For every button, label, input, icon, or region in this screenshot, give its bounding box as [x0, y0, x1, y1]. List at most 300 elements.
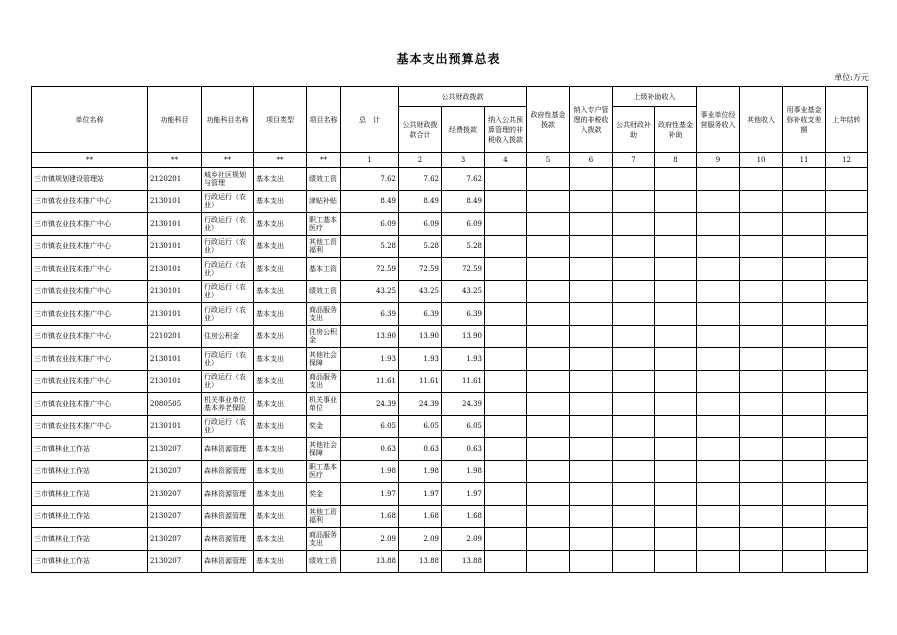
empty-cell [783, 438, 826, 461]
index-cell: ** [148, 153, 202, 168]
empty-cell [740, 280, 783, 303]
empty-cell [740, 550, 783, 573]
cell-pf-funds: 43.25 [442, 280, 485, 303]
empty-cell [570, 303, 613, 326]
cell-proj-type: 基本支出 [254, 280, 307, 303]
cell-total: 1.97 [341, 483, 399, 506]
header-sup-public: 公共财政补助 [613, 107, 655, 153]
cell-unit-name: 三市镇林业工作站 [32, 460, 148, 483]
cell-proj-name: 绩效工资 [307, 280, 341, 303]
cell-proj-name: 奖金 [307, 415, 341, 438]
cell-pf-funds: 6.09 [442, 213, 485, 236]
empty-cell [826, 370, 868, 393]
empty-cell [783, 190, 826, 213]
index-row [32, 153, 868, 168]
cell-total: 13.90 [341, 325, 399, 348]
empty-cell [697, 348, 740, 371]
cell-func-code: 2130207 [148, 550, 202, 573]
empty-cell [570, 460, 613, 483]
empty-cell [740, 235, 783, 258]
empty-cell [655, 168, 697, 191]
empty-cell [485, 303, 527, 326]
empty-cell [613, 303, 655, 326]
empty-cell [783, 460, 826, 483]
cell-func-code: 2120201 [148, 168, 202, 191]
cell-func-code: 2130101 [148, 303, 202, 326]
cell-func-code: 2130207 [148, 528, 202, 551]
empty-cell [655, 550, 697, 573]
empty-cell [697, 483, 740, 506]
cell-total: 13.88 [341, 550, 399, 573]
header-public-fiscal: 公共财政拨款 [399, 87, 527, 107]
cell-proj-name: 其他工资福利 [307, 505, 341, 528]
cell-func-code: 2130207 [148, 460, 202, 483]
empty-cell [783, 280, 826, 303]
index-cell: ** [307, 153, 341, 168]
cell-proj-type: 基本支出 [254, 528, 307, 551]
empty-cell [613, 348, 655, 371]
cell-func-name: 森林资源管理 [202, 505, 254, 528]
cell-pf-funds: 1.97 [442, 483, 485, 506]
cell-func-name: 行政运行（农业） [202, 280, 254, 303]
budget-table [31, 86, 868, 573]
cell-proj-name: 基本工资 [307, 258, 341, 281]
empty-cell [783, 348, 826, 371]
cell-func-name: 行政运行（农业） [202, 415, 254, 438]
cell-func-code: 2130207 [148, 505, 202, 528]
empty-cell [697, 235, 740, 258]
empty-cell [570, 505, 613, 528]
cell-proj-type: 基本支出 [254, 370, 307, 393]
empty-cell [613, 280, 655, 303]
empty-cell [697, 370, 740, 393]
cell-func-name: 行政运行（农业） [202, 370, 254, 393]
cell-total: 72.59 [341, 258, 399, 281]
empty-cell [655, 258, 697, 281]
index-cell: 2 [399, 153, 442, 168]
empty-cell [826, 415, 868, 438]
empty-cell [740, 348, 783, 371]
cell-total: 6.09 [341, 213, 399, 236]
cell-func-code: 2130101 [148, 415, 202, 438]
header-total: 总 计 [341, 87, 399, 153]
cell-pf-funds: 13.88 [442, 550, 485, 573]
empty-cell [826, 438, 868, 461]
empty-cell [527, 483, 570, 506]
cell-func-code: 2130101 [148, 213, 202, 236]
cell-pf-funds: 1.93 [442, 348, 485, 371]
cell-proj-type: 基本支出 [254, 393, 307, 416]
table-row [32, 280, 868, 303]
empty-cell [783, 550, 826, 573]
empty-cell [697, 303, 740, 326]
empty-cell [613, 325, 655, 348]
header-special-nontax: 纳入专户管理的非税收入拨款 [570, 87, 613, 153]
empty-cell [655, 483, 697, 506]
empty-cell [570, 168, 613, 191]
empty-cell [485, 483, 527, 506]
table-row [32, 325, 868, 348]
cell-pf-funds: 6.39 [442, 303, 485, 326]
cell-unit-name: 三市镇农业技术推广中心 [32, 348, 148, 371]
empty-cell [613, 505, 655, 528]
cell-pf-total: 1.98 [399, 460, 442, 483]
empty-cell [655, 213, 697, 236]
cell-pf-funds: 1.68 [442, 505, 485, 528]
empty-cell [740, 190, 783, 213]
cell-func-name: 森林资源管理 [202, 528, 254, 551]
empty-cell [783, 505, 826, 528]
empty-cell [826, 325, 868, 348]
cell-unit-name: 三市镇农业技术推广中心 [32, 258, 148, 281]
empty-cell [697, 325, 740, 348]
cell-unit-name: 三市镇农业技术推广中心 [32, 235, 148, 258]
cell-func-code: 2130101 [148, 280, 202, 303]
empty-cell [613, 438, 655, 461]
cell-pf-total: 0.63 [399, 438, 442, 461]
empty-cell [655, 528, 697, 551]
cell-proj-type: 基本支出 [254, 438, 307, 461]
empty-cell [527, 460, 570, 483]
cell-pf-total: 13.88 [399, 550, 442, 573]
index-cell: 9 [697, 153, 740, 168]
index-cell: 3 [442, 153, 485, 168]
empty-cell [826, 168, 868, 191]
cell-proj-name: 其他社会保障 [307, 348, 341, 371]
cell-pf-funds: 0.63 [442, 438, 485, 461]
empty-cell [740, 325, 783, 348]
empty-cell [570, 528, 613, 551]
empty-cell [485, 393, 527, 416]
cell-proj-name: 其他社会保障 [307, 438, 341, 461]
empty-cell [697, 550, 740, 573]
empty-cell [485, 280, 527, 303]
cell-pf-total: 5.28 [399, 235, 442, 258]
header-proj-name: 项目名称 [307, 87, 341, 153]
cell-func-code: 2130101 [148, 370, 202, 393]
cell-func-code: 2130207 [148, 483, 202, 506]
empty-cell [740, 213, 783, 236]
cell-total: 6.05 [341, 415, 399, 438]
empty-cell [613, 213, 655, 236]
empty-cell [485, 258, 527, 281]
table-row [32, 303, 868, 326]
empty-cell [485, 438, 527, 461]
empty-cell [655, 393, 697, 416]
cell-pf-total: 13.90 [399, 325, 442, 348]
cell-func-name: 行政运行（农业） [202, 213, 254, 236]
cell-pf-funds: 1.98 [442, 460, 485, 483]
cell-func-name: 城乡社区规划与管理 [202, 168, 254, 191]
cell-proj-name: 绩效工资 [307, 550, 341, 573]
cell-proj-type: 基本支出 [254, 325, 307, 348]
table-row [32, 438, 868, 461]
empty-cell [826, 190, 868, 213]
empty-cell [783, 235, 826, 258]
cell-total: 43.25 [341, 280, 399, 303]
empty-cell [485, 348, 527, 371]
empty-cell [527, 258, 570, 281]
cell-proj-type: 基本支出 [254, 415, 307, 438]
cell-proj-name: 商品服务支出 [307, 528, 341, 551]
header-sup-gov: 政府性基金补助 [655, 107, 697, 153]
empty-cell [570, 258, 613, 281]
empty-cell [570, 438, 613, 461]
cell-pf-funds: 6.05 [442, 415, 485, 438]
cell-unit-name: 三市镇林业工作站 [32, 438, 148, 461]
cell-func-code: 2130101 [148, 258, 202, 281]
header-gov-fund: 政府性基金拨款 [527, 87, 570, 153]
cell-proj-type: 基本支出 [254, 483, 307, 506]
cell-unit-name: 三市镇农业技术推广中心 [32, 415, 148, 438]
index-cell: 8 [655, 153, 697, 168]
cell-pf-total: 6.39 [399, 303, 442, 326]
empty-cell [697, 438, 740, 461]
index-cell: ** [202, 153, 254, 168]
empty-cell [527, 348, 570, 371]
empty-cell [783, 528, 826, 551]
empty-cell [783, 325, 826, 348]
empty-cell [655, 370, 697, 393]
empty-cell [527, 370, 570, 393]
cell-proj-name: 绩效工资 [307, 168, 341, 191]
cell-func-name: 住房公积金 [202, 325, 254, 348]
empty-cell [783, 415, 826, 438]
cell-func-name: 行政运行（农业） [202, 348, 254, 371]
empty-cell [485, 528, 527, 551]
cell-func-name: 机关事业单位基本养老保险 [202, 393, 254, 416]
empty-cell [485, 415, 527, 438]
table-body [32, 168, 868, 573]
cell-proj-type: 基本支出 [254, 258, 307, 281]
empty-cell [485, 190, 527, 213]
empty-cell [570, 190, 613, 213]
cell-func-code: 2130101 [148, 190, 202, 213]
empty-cell [655, 303, 697, 326]
cell-pf-total: 43.25 [399, 280, 442, 303]
cell-total: 2.09 [341, 528, 399, 551]
empty-cell [826, 280, 868, 303]
empty-cell [826, 460, 868, 483]
cell-proj-type: 基本支出 [254, 303, 307, 326]
cell-unit-name: 三市镇林业工作站 [32, 550, 148, 573]
empty-cell [485, 460, 527, 483]
empty-cell [527, 280, 570, 303]
cell-func-name: 行政运行（农业） [202, 235, 254, 258]
empty-cell [740, 258, 783, 281]
empty-cell [740, 370, 783, 393]
empty-cell [697, 190, 740, 213]
empty-cell [826, 505, 868, 528]
index-cell: 12 [826, 153, 868, 168]
cell-proj-name: 商品服务支出 [307, 303, 341, 326]
empty-cell [783, 393, 826, 416]
empty-cell [783, 213, 826, 236]
cell-unit-name: 三市镇农业技术推广中心 [32, 393, 148, 416]
table-row [32, 190, 868, 213]
empty-cell [613, 460, 655, 483]
cell-func-code: 2130207 [148, 438, 202, 461]
cell-total: 11.61 [341, 370, 399, 393]
empty-cell [783, 258, 826, 281]
table-row [32, 460, 868, 483]
header-last-year: 上年结转 [826, 87, 868, 153]
table-row [32, 505, 868, 528]
empty-cell [613, 528, 655, 551]
empty-cell [655, 438, 697, 461]
cell-proj-type: 基本支出 [254, 168, 307, 191]
cell-unit-name: 三市镇农业技术推广中心 [32, 303, 148, 326]
cell-func-name: 森林资源管理 [202, 460, 254, 483]
unit-label: 单位:万元 [834, 73, 869, 82]
empty-cell [697, 505, 740, 528]
cell-pf-total: 2.09 [399, 528, 442, 551]
cell-pf-total: 72.59 [399, 258, 442, 281]
empty-cell [570, 415, 613, 438]
cell-unit-name: 三市镇农业技术推广中心 [32, 190, 148, 213]
cell-pf-total: 1.93 [399, 348, 442, 371]
empty-cell [740, 393, 783, 416]
cell-proj-type: 基本支出 [254, 235, 307, 258]
empty-cell [485, 168, 527, 191]
cell-unit-name: 三市镇林业工作站 [32, 528, 148, 551]
empty-cell [655, 190, 697, 213]
empty-cell [783, 168, 826, 191]
empty-cell [655, 460, 697, 483]
empty-cell [826, 303, 868, 326]
table-row [32, 415, 868, 438]
table-row [32, 528, 868, 551]
cell-pf-total: 6.05 [399, 415, 442, 438]
empty-cell [697, 280, 740, 303]
cell-pf-funds: 8.49 [442, 190, 485, 213]
cell-pf-total: 7.62 [399, 168, 442, 191]
cell-func-name: 森林资源管理 [202, 483, 254, 506]
empty-cell [697, 168, 740, 191]
empty-cell [613, 168, 655, 191]
empty-cell [740, 303, 783, 326]
cell-unit-name: 三市镇规划建设管理站 [32, 168, 148, 191]
empty-cell [697, 528, 740, 551]
table-row [32, 235, 868, 258]
cell-proj-name: 津贴补贴 [307, 190, 341, 213]
cell-pf-total: 24.39 [399, 393, 442, 416]
empty-cell [570, 393, 613, 416]
header-other-income: 其他收入 [740, 87, 783, 153]
empty-cell [485, 235, 527, 258]
cell-pf-funds: 72.59 [442, 258, 485, 281]
table-row [32, 168, 868, 191]
empty-cell [570, 370, 613, 393]
empty-cell [783, 370, 826, 393]
empty-cell [570, 325, 613, 348]
header-func-name: 功能科目名称 [202, 87, 254, 153]
table-row [32, 550, 868, 573]
empty-cell [527, 393, 570, 416]
header-proj-type: 项目类型 [254, 87, 307, 153]
cell-proj-name: 机关事业单位 [307, 393, 341, 416]
header-unit-name: 单位名称 [32, 87, 148, 153]
header-biz-income: 事业单位经营服务收入 [697, 87, 740, 153]
empty-cell [655, 415, 697, 438]
cell-proj-name: 商品服务支出 [307, 370, 341, 393]
cell-func-name: 行政运行（农业） [202, 303, 254, 326]
empty-cell [613, 370, 655, 393]
empty-cell [527, 235, 570, 258]
header-func-code: 功能科目 [148, 87, 202, 153]
page-title: 基本支出预算总表 [396, 52, 501, 66]
index-cell: 10 [740, 153, 783, 168]
index-cell: ** [254, 153, 307, 168]
cell-proj-type: 基本支出 [254, 505, 307, 528]
cell-proj-type: 基本支出 [254, 190, 307, 213]
cell-func-name: 行政运行（农业） [202, 190, 254, 213]
empty-cell [527, 415, 570, 438]
cell-total: 6.39 [341, 303, 399, 326]
table-row [32, 213, 868, 236]
empty-cell [826, 348, 868, 371]
empty-cell [740, 483, 783, 506]
index-cell: ** [32, 153, 148, 168]
empty-cell [826, 213, 868, 236]
cell-total: 1.93 [341, 348, 399, 371]
empty-cell [826, 393, 868, 416]
empty-cell [655, 325, 697, 348]
cell-unit-name: 三市镇林业工作站 [32, 483, 148, 506]
table-row [32, 393, 868, 416]
empty-cell [655, 280, 697, 303]
cell-func-name: 森林资源管理 [202, 550, 254, 573]
empty-cell [613, 258, 655, 281]
empty-cell [740, 168, 783, 191]
cell-pf-total: 11.61 [399, 370, 442, 393]
cell-func-code: 2210201 [148, 325, 202, 348]
empty-cell [527, 213, 570, 236]
cell-unit-name: 三市镇林业工作站 [32, 505, 148, 528]
empty-cell [613, 415, 655, 438]
empty-cell [826, 550, 868, 573]
empty-cell [655, 235, 697, 258]
empty-cell [613, 235, 655, 258]
header-superior-subsidy: 上级补助收入 [613, 87, 697, 107]
empty-cell [527, 550, 570, 573]
empty-cell [485, 325, 527, 348]
cell-unit-name: 三市镇农业技术推广中心 [32, 213, 148, 236]
empty-cell [613, 483, 655, 506]
cell-total: 0.63 [341, 438, 399, 461]
empty-cell [826, 235, 868, 258]
cell-unit-name: 三市镇农业技术推广中心 [32, 370, 148, 393]
cell-pf-funds: 11.61 [442, 370, 485, 393]
empty-cell [783, 483, 826, 506]
empty-cell [570, 348, 613, 371]
empty-cell [570, 213, 613, 236]
table-row [32, 370, 868, 393]
empty-cell [485, 505, 527, 528]
empty-cell [740, 415, 783, 438]
empty-cell [826, 528, 868, 551]
cell-total: 7.62 [341, 168, 399, 191]
empty-cell [570, 483, 613, 506]
empty-cell [655, 348, 697, 371]
index-cell: 6 [570, 153, 613, 168]
cell-proj-name: 职工基本医疗 [307, 460, 341, 483]
empty-cell [527, 303, 570, 326]
cell-unit-name: 三市镇农业技术推广中心 [32, 325, 148, 348]
cell-pf-total: 6.09 [399, 213, 442, 236]
empty-cell [740, 505, 783, 528]
cell-total: 1.68 [341, 505, 399, 528]
